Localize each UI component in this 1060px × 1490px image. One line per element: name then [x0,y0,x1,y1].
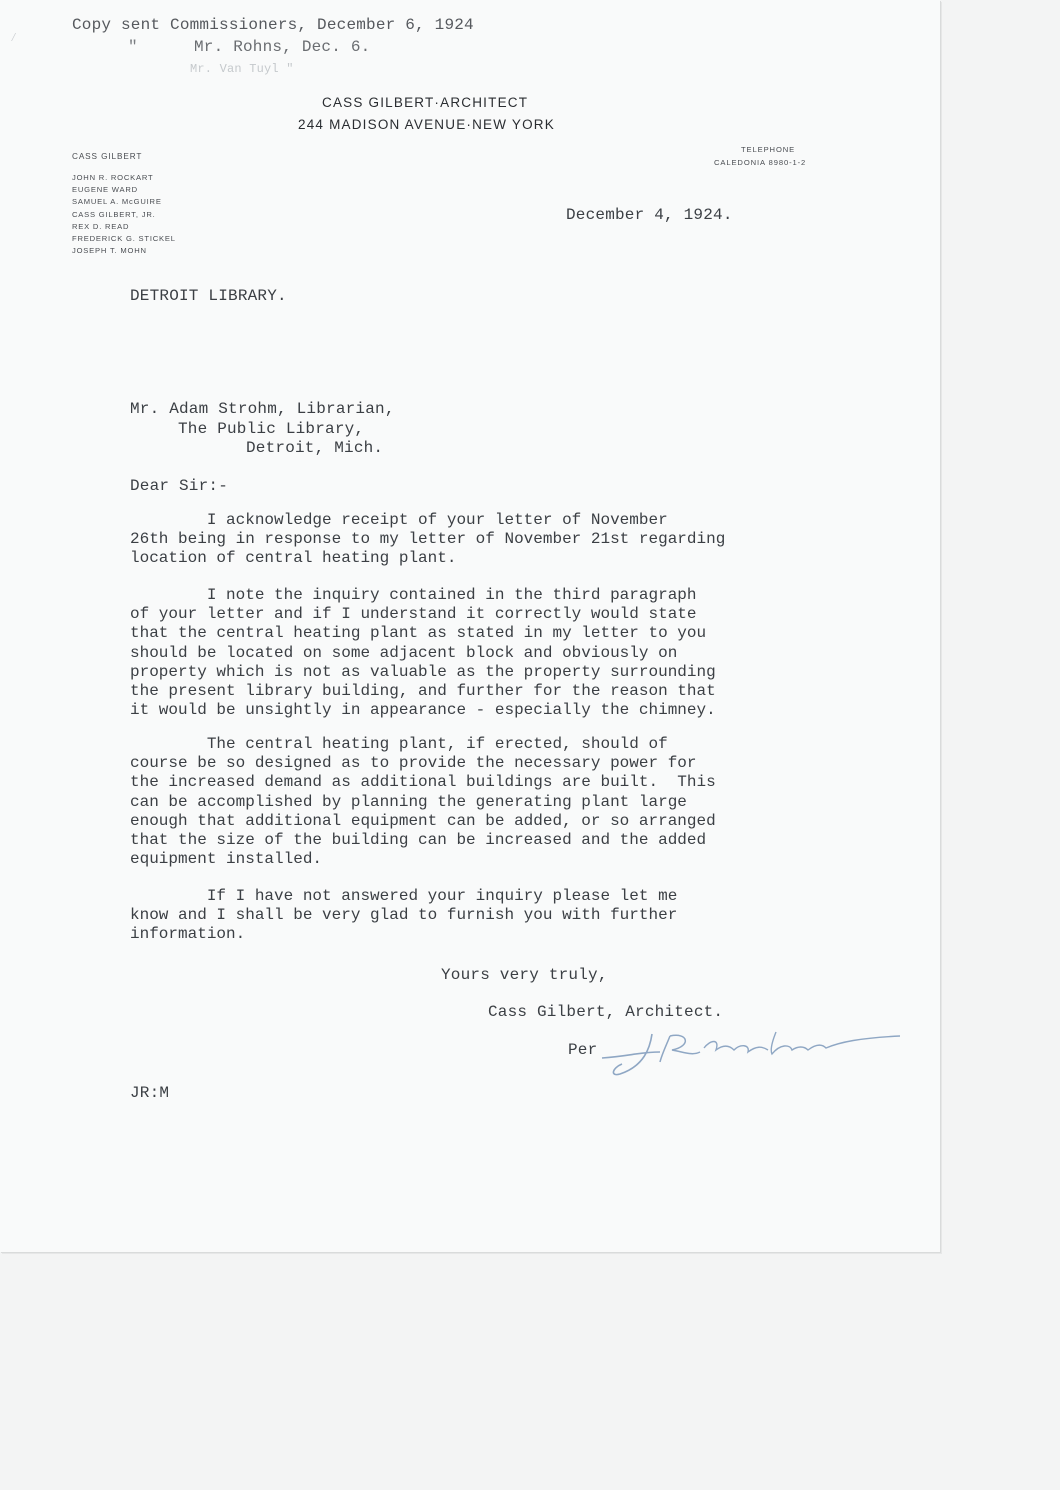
recipient-line: Mr. Adam Strohm, Librarian, [130,400,395,418]
text-line: should be located on some adjacent block and obviously on [130,643,678,662]
recipient-line: The Public Library, [178,420,365,438]
body-paragraph-4 [130,887,677,945]
partner-name: JOSEPH T. MOHN [72,246,147,256]
text-line: information. [130,925,246,944]
partner-name: CASS GILBERT, JR. [72,209,156,219]
text-line: enough that additional equipment can be added, or so arranged [130,811,716,830]
letter-date: December 4, 1924. [566,206,733,224]
ditto-mark: " [128,38,138,56]
firm-name: CASS GILBERT·ARCHITECT [322,95,529,110]
rohns-annotation: Mr. Rohns, Dec. 6. [194,38,371,56]
handwritten-signature [600,1022,930,1082]
principal-name: CASS GILBERT [72,152,143,161]
text-line: it would be unsightly in appearance - especially the chimney. [130,701,716,720]
text-line: I note the inquiry contained in the third paragraph [130,586,697,604]
partner-name: REX D. READ [72,221,130,231]
text-line: property which is not as valuable as the property surrounding [130,662,716,681]
text-line: course be so designed as to provide the necessary power for [130,754,697,773]
margin-mark: ⁄ [10,30,18,44]
recipient-line: Detroit, Mich. [246,439,384,457]
text-line: that the central heating plant as stated in my letter to you [130,624,707,643]
text-line: know and I shall be very glad to furnish you with further [130,906,678,925]
copy-annotation: Copy sent Commissioners, December 6, 1924 [72,16,474,34]
telephone-label: TELEPHONE [741,145,796,154]
partner-name: EUGENE WARD [72,185,138,195]
partner-name: SAMUEL A. McGUIRE [72,197,162,207]
text-line: the present library building, and further for the reason that [130,682,716,701]
telephone-number: CALEDONIA 8980-1-2 [714,158,807,167]
text-line: of your letter and if I understand it correctly would state [130,605,697,624]
text-line: 26th being in response to my letter of November 21st regarding [130,530,726,549]
partners-list [72,172,176,257]
body-paragraph-3 [130,735,716,869]
text-line: location of central heating plant. [130,549,457,568]
partner-name: FREDERICK G. STICKEL [72,234,176,244]
subject-line: DETROIT LIBRARY. [130,287,287,305]
salutation: Dear Sir:- [130,477,229,495]
body-paragraph-1 [130,511,725,569]
body-paragraph-2 [130,586,716,720]
typist-initials: JR:M [130,1084,170,1102]
partner-name: JOHN R. ROCKART [72,173,154,182]
signature-firm: Cass Gilbert, Architect. [488,1003,724,1021]
text-line: The central heating plant, if erected, should of [130,735,668,753]
text-line: can be accomplished by planning the generating plant large [130,792,687,811]
text-line: I acknowledge receipt of your letter of November [130,511,668,529]
closing: Yours very truly, [441,966,608,984]
text-line: equipment installed. [130,850,323,869]
struck-annotation: Mr. Van Tuyl " [190,62,294,76]
text-line: that the size of the building can be increased and the added [130,831,707,850]
text-line: the increased demand as additional buildings are built. This [130,773,716,792]
per-label: Per [568,1041,598,1059]
firm-address: 244 MADISON AVENUE·NEW YORK [298,117,555,132]
text-line: If I have not answered your inquiry please let me [130,887,678,905]
